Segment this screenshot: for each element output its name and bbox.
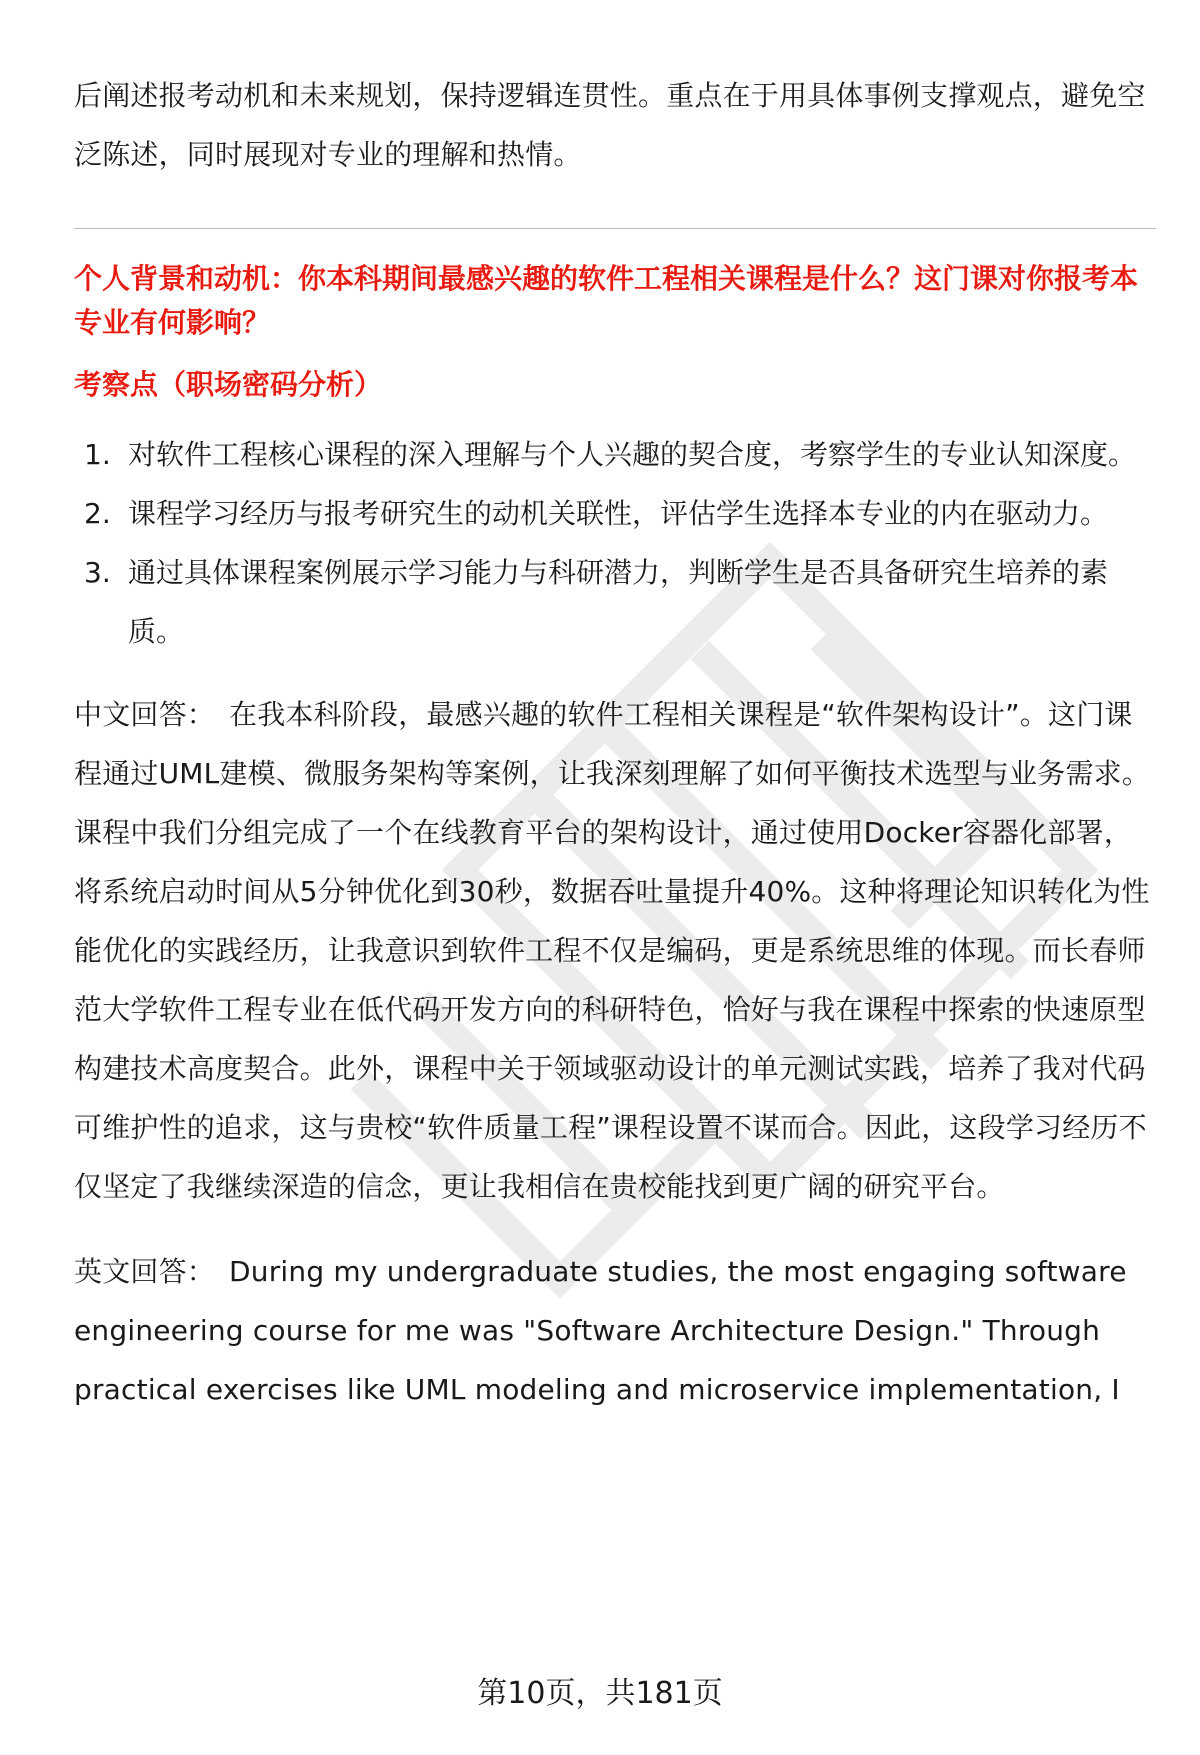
assessment-points-title: 考察点（职场密码分析） xyxy=(74,368,383,401)
chinese-answer-text: 在我本科阶段，最感兴趣的软件工程相关课程是“软件架构设计”。这门课程通过UML建模、微服务架构等案例，让我深刻理解了如何平衡技术选型与业务需求。课程中我们分组完成了一个在线教育平台的架构设计，通过使用Docker容器化部署，将系统启动时间从5分钟优化到30秒，数据吞吐量提升40%。这种将理论知识转化为性能优化的实践经历，让我意识到软件工程不仅是编码，更是系统思维的体现。而长春师范大学软件工程专业在低代码开发方向的科研特色，恰好与我在课程中探索的快速原型构建技术高度契合。此外，课程中关于领域驱动设计的单元测试实践，培养了我对代码可维护性的追求，这与贵校“软件质量工程”课程设置不谋而合。因此，这段学习经历不仅坚定了我继续深造的信念，更让我相信在贵校能找到更广阔的研究平台。 xyxy=(74,698,1151,1203)
intro-paragraph: 后阐述报考动机和未来规划，保持逻辑连贯性。重点在于用具体事例支撑观点，避免空泛陈述，同时展现对专业的理解和热情。 xyxy=(74,79,1146,171)
section-divider xyxy=(74,228,1156,229)
assessment-point xyxy=(74,425,1156,484)
point-number: 1. xyxy=(84,438,111,471)
page-footer: 第10页，共181页 xyxy=(477,1676,723,1711)
english-answer xyxy=(74,1242,1156,1419)
question-heading: 个人背景和动机：你本科期间最感兴趣的软件工程相关课程是什么？这门课对你报考本专业有何影响？ xyxy=(74,262,1139,339)
point-text: 通过具体课程案例展示学习能力与科研潜力，判断学生是否具备研究生培养的素质。 xyxy=(128,556,1109,648)
point-number: 3. xyxy=(84,556,111,589)
document-page xyxy=(74,66,1156,1419)
point-text: 对软件工程核心课程的深入理解与个人兴趣的契合度，考察学生的专业认知深度。 xyxy=(128,438,1137,471)
chinese-answer xyxy=(74,685,1156,1216)
point-text: 课程学习经历与报考研究生的动机关联性，评估学生选择本专业的内在驱动力。 xyxy=(128,497,1109,530)
assessment-point xyxy=(74,543,1156,661)
english-answer-label: 英文回答： xyxy=(74,1255,216,1288)
point-number: 2. xyxy=(84,497,111,530)
assessment-point xyxy=(74,484,1156,543)
assessment-points-list xyxy=(74,425,1156,661)
english-answer-text: During my undergraduate studies, the most engaging software engineering course for me was "Software Architecture Design." Through practical exercises like UML modeling and microservice implementation, I xyxy=(74,1255,1127,1406)
chinese-answer-label: 中文回答： xyxy=(74,698,216,731)
